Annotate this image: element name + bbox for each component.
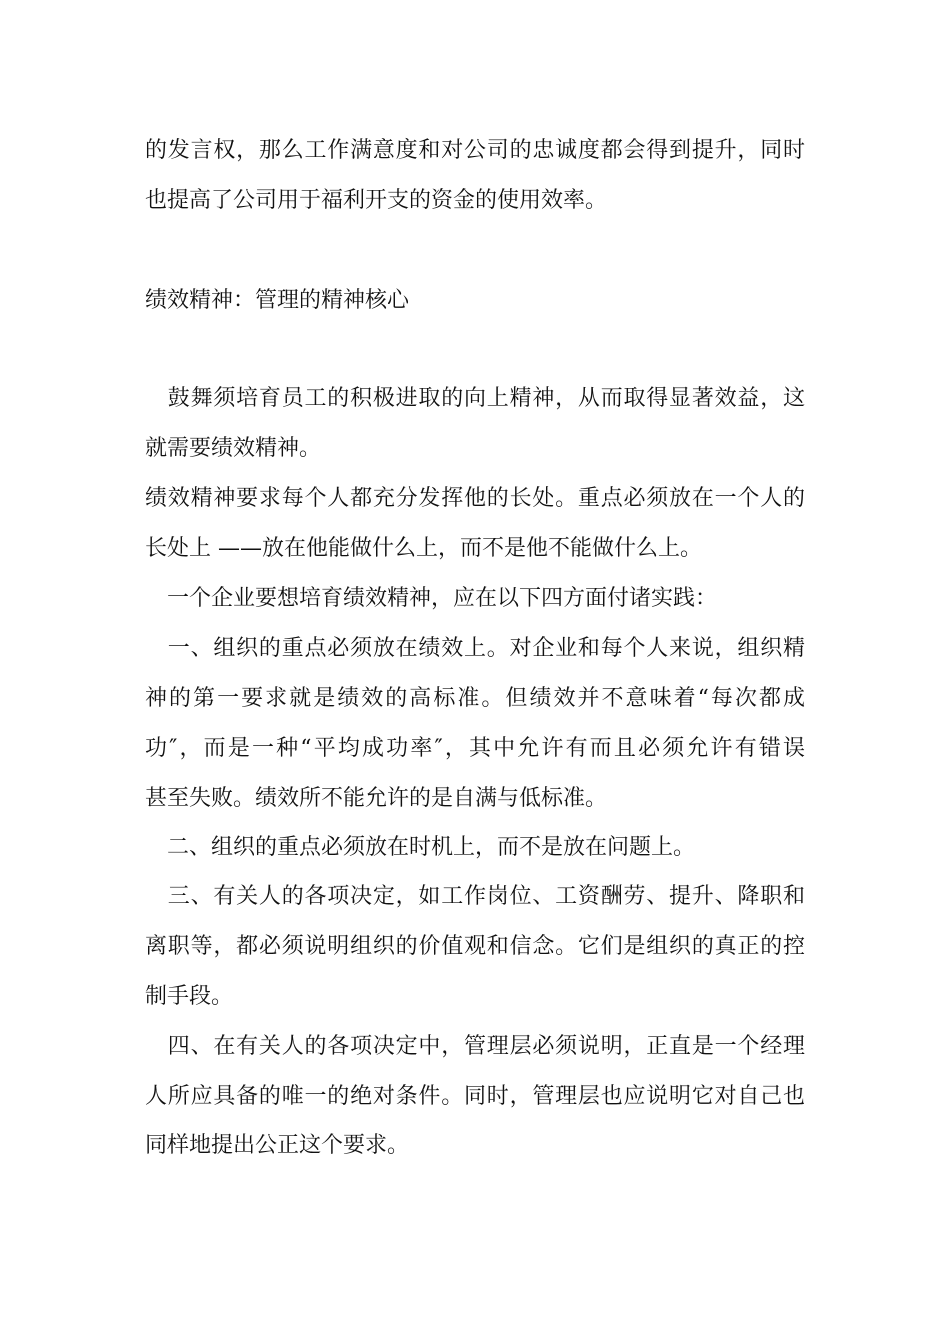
paragraph-line: 绩效精神要求每个人都充分发挥他的长处。重点必须放在一个人的 (145, 486, 805, 511)
paragraph-line: 同样地提出公正这个要求。 (145, 1133, 410, 1158)
paragraph-line: 的发言权，那么工作满意度和对公司的忠诚度都会得到提升，同时 (145, 138, 805, 163)
paragraph-line: 鼓舞须培育员工的积极进取的向上精神，从而取得显著效益，这 (145, 386, 805, 411)
paragraph-line: 人所应具备的唯一的绝对条件。同时，管理层也应说明它对自己也 (145, 1084, 805, 1109)
paragraph-line: 甚至失败。绩效所不能允许的是自满与低标准。 (145, 786, 608, 811)
section-heading: 绩效精神：管理的精神核心 (145, 288, 410, 313)
paragraph-line: 四、在有关人的各项决定中，管理层必须说明，正直是一个经理 (145, 1034, 805, 1059)
paragraph-line: 一、组织的重点必须放在绩效上。对企业和每个人来说，组织精 (145, 636, 805, 661)
paragraph-line: 三、有关人的各项决定，如工作岗位、工资酬劳、提升、降职和 (145, 884, 805, 909)
paragraph-line: 长处上 ——放在他能做什么上，而不是他不能做什么上。 (145, 536, 702, 561)
paragraph-line: 一个企业要想培育绩效精神，应在以下四方面付诸实践： (145, 586, 718, 611)
paragraph-line: 功″，而是一种“平均成功率″，其中允许有而且必须允许有错误 (145, 736, 805, 761)
paragraph-line: 就需要绩效精神。 (145, 436, 322, 461)
paragraph-line: 离职等，都必须说明组织的价值观和信念。它们是组织的真正的控 (145, 934, 805, 959)
paragraph-line: 也提高了公司用于福利开支的资金的使用效率。 (145, 188, 608, 213)
paragraph-line: 二、组织的重点必须放在时机上，而不是放在问题上。 (145, 835, 696, 860)
paragraph-line: 神的第一要求就是绩效的高标准。但绩效并不意味着“每次都成 (145, 686, 805, 711)
paragraph-line: 制手段。 (145, 984, 234, 1009)
